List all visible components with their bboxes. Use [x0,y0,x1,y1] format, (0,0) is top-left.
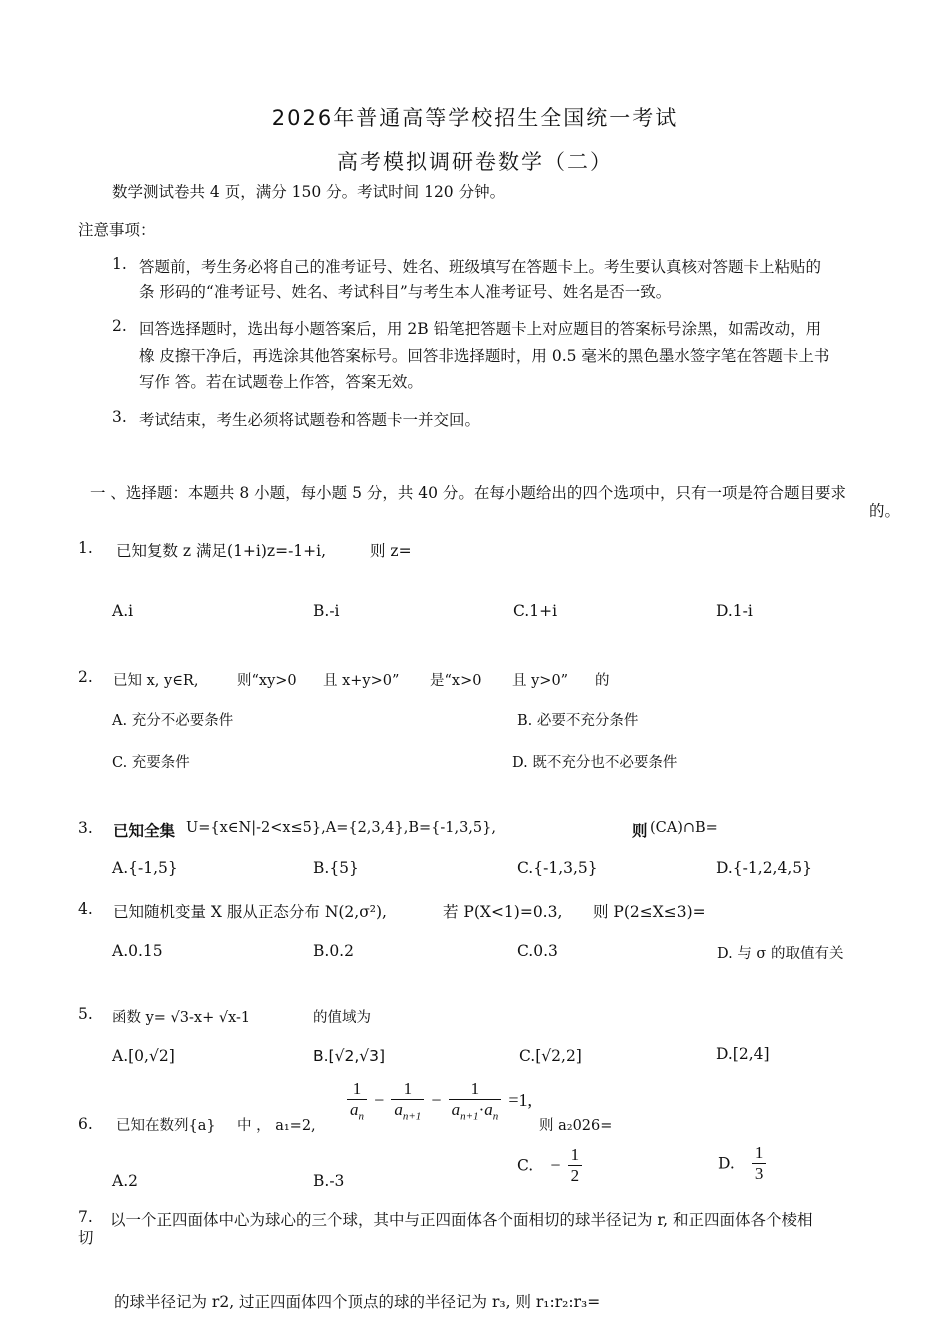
notice-item-2-number: 2. [112,317,127,335]
option-d-label: D. [718,1154,735,1173]
question-4-option-b: B.0.2 [313,942,354,960]
question-4-option-c: C.0.3 [517,942,558,960]
notice-item-1-number: 1. [112,255,127,273]
question-6-number: 6. [78,1115,93,1133]
question-6-ask: 则 a₂026= [539,1118,613,1134]
question-6-option-c [517,1145,582,1186]
question-1-ask: 则 z= [370,542,412,560]
fraction-1-over-an-plus-1 [391,1079,424,1122]
question-2-option-c: C. 充要条件 [112,755,190,771]
exam-subtitle: 高考模拟调研卷数学（二） [337,150,613,174]
question-5-option-d: D.[2,4] [716,1045,770,1063]
option-d-denominator: 3 [752,1163,767,1184]
notice-item-1-line1: 答题前，考生务必将自己的准考证号、姓名、班级填写在答题卡上。考生要认真核对答题卡上粘贴的 [139,258,822,276]
question-6-option-d [718,1143,766,1184]
question-5-ask: 的值域为 [313,1010,371,1026]
question-6-recurrence-formula [347,1079,534,1122]
notice-item-1-line2: 条 形码的“准考证号、姓名、考试科目”与考生本人准考证号、姓名是否一致。 [139,283,672,301]
question-2-option-d: D. 既不充分也不必要条件 [512,755,678,771]
question-5-stem: 函数 y= √3-x+ √x-1 [112,1010,251,1026]
question-3-lead: 已知全集 [113,822,176,840]
question-5-option-a: A.[0,√2] [112,1047,175,1065]
question-3-number: 3. [78,819,93,837]
question-4-option-a: A.0.15 [112,942,163,960]
question-3-option-b: B.{5} [313,859,359,877]
notice-item-3-line1: 考试结束，考生必须将试题卷和答题卡一并交回。 [139,411,481,429]
notice-item-3-number: 3. [112,408,127,426]
notice-item-2-line3: 写作 答。若在试题卷上作答，答案无效。 [139,373,423,391]
question-1-number: 1. [78,539,93,557]
question-6-option-a: A.2 [112,1172,138,1190]
section-heading-line2: 的。 [869,502,901,520]
question-3-ask-lead: 则 [632,822,648,840]
question-4-stem: 已知随机变量 X 服从正态分布 N(2,σ²), [113,903,387,921]
question-6-stem: 已知在数列{a} [116,1118,216,1134]
fraction-3-factor-2-index: n [492,1110,499,1123]
fraction-3-factor-1-index: n+1 [460,1110,479,1123]
fraction-1-over-product [449,1079,502,1122]
notice-item-2-line2: 橡 皮擦干净后，再选涂其他答案标号。回答非选择题时，用 0.5 毫米的黑色墨水签字笔在答题卡上书 [139,347,830,365]
question-1-option-c: C.1+i [513,602,558,620]
question-2-option-a: A. 充分不必要条件 [112,713,234,729]
question-2-number: 2. [78,668,93,686]
question-7-line2: 的球半径记为 r2, 过正四面体四个顶点的球的半径记为 r₃, 则 r₁:r₂:r₃= [114,1293,601,1311]
minus-sign-1: − [374,1090,385,1111]
question-2-part-5: 且 y>0” [512,673,569,689]
exam-intro: 数学测试卷共 4 页，满分 150 分。考试时间 120 分钟。 [112,183,506,201]
option-c-fraction [568,1145,583,1186]
fraction-3-factor-1-base: a [451,1100,461,1119]
question-3-option-d: D.{-1,2,4,5} [716,859,812,877]
notice-item-2-line1: 回答选择题时，选出每小题答案后，用 2B 铅笔把答题卡上对应题目的答案标号涂黑，如需改动，用 [139,320,822,338]
fraction-2-denominator [391,1099,424,1122]
minus-sign-2: − [431,1090,442,1111]
equals-one: =1, [508,1090,532,1111]
question-3-option-c: C.{-1,3,5} [517,859,598,877]
question-6-given: 中 ， a₁=2, [237,1118,316,1134]
option-c-denominator: 2 [568,1165,583,1186]
question-7-line1-wrap: 切 [78,1229,94,1247]
question-2-option-b: B. 必要不充分条件 [517,713,639,729]
question-5-option-c: C.[√2,2] [519,1047,582,1065]
question-3-option-a: A.{-1,5} [112,859,178,877]
fraction-3-factor-2-base: a [484,1100,493,1119]
question-4-number: 4. [78,900,93,918]
exam-title: 2026年普通高等学校招生全国统一考试 [271,106,679,130]
option-d-fraction [752,1143,767,1184]
fraction-1-denominator [347,1099,367,1122]
question-2-part-2: 则“xy>0 [237,673,297,689]
question-5-number: 5. [78,1005,93,1023]
fraction-1-numerator: 1 [352,1079,362,1098]
question-3-stem: U={x∈N|-2<x≤5},A={2,3,4},B={-1,3,5}, [186,820,496,836]
question-1-option-d: D.1-i [716,602,753,620]
fraction-1-denominator-base: a [350,1100,359,1119]
question-5-option-b: B.[√2,√3] [313,1047,386,1065]
option-c-label: C. [517,1156,534,1175]
question-4-ask: 则 P(2≤X≤3)= [593,903,706,921]
section-heading-line1: 一 、选择题：本题共 8 小题，每小题 5 分，共 40 分。在每小题给出的四个选项中，只有一项是符合题目要求 [90,484,846,502]
fraction-2-numerator: 1 [403,1079,413,1098]
question-1-option-b: B.-i [313,602,340,620]
question-4-condition: 若 P(X<1)=0.3, [443,903,563,921]
multiplication-dot: · [478,1100,485,1119]
notice-heading: 注意事项： [78,221,156,239]
question-3-ask: (CA)∩B= [650,820,718,836]
option-c-negative-sign: − [550,1155,561,1175]
question-7-line1: 以一个正四面体中心为球心的三个球，其中与正四面体各个面相切的球半径记为 r, 和正四面体各个棱相 [110,1211,813,1229]
option-c-numerator: 1 [570,1145,580,1164]
question-1-option-a: A.i [112,602,134,620]
question-2-part-4: 是“x>0 [430,673,482,689]
fraction-1-over-an [347,1079,367,1122]
question-2-part-6: 的 [595,673,610,689]
fraction-2-denominator-base: a [394,1100,403,1119]
fraction-1-denominator-index: n [358,1110,364,1123]
question-1-stem: 已知复数 z 满足(1+i)z=-1+i, [116,542,327,560]
fraction-2-denominator-index: n+1 [402,1110,422,1123]
question-6-option-b: B.-3 [313,1172,345,1190]
option-d-numerator: 1 [754,1143,764,1162]
fraction-3-numerator: 1 [470,1079,480,1098]
question-2-part-3: 且 x+y>0” [323,673,400,689]
question-4-option-d: D. 与 σ 的取值有关 [717,946,844,962]
fraction-3-denominator [449,1099,502,1122]
question-7-number: 7. [78,1208,93,1226]
question-2-part-1: 已知 x, y∈R, [113,673,199,689]
